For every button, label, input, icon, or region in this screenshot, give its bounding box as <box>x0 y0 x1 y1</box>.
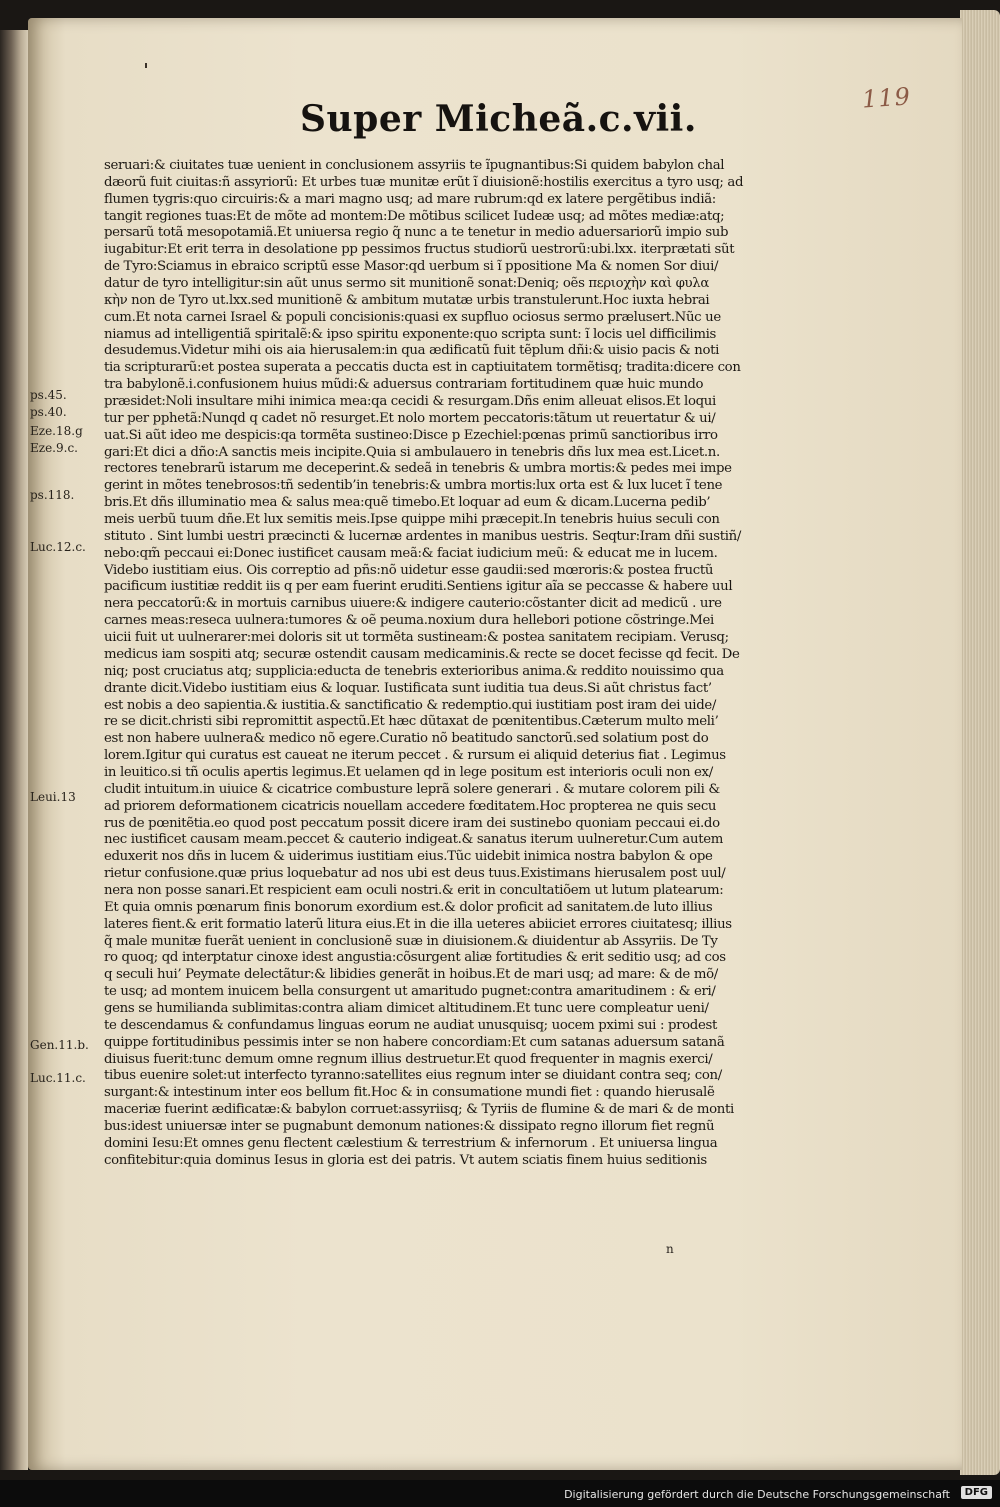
text-line: ad priorem deformationem cicatricis nouellam accedere fœditatem.Hoc propterea ne quis secu <box>104 798 717 814</box>
text-line: lorem.Igitur qui curatus est caueat ne iterum peccet . & rursum ei aliquid deterius fiat . Legimus <box>104 748 726 764</box>
funding-credit: Digitalisierung gefördert durch die Deutsche Forschungsgemeinschaft <box>564 1488 950 1501</box>
text-line: Videbo iustitiam eius. Ois correptio ad pñs:nõ uidetur esse gaudii:sed mœroris:& postea fructũ <box>104 562 714 578</box>
text-line: maceriæ fuerint ædificatæ:& babylon corruet:assyriisq; & Tyriis de flumine & de mari & de monti <box>104 1102 734 1118</box>
text-line: nec iustificet causam meam.peccet & cauterio indigeat.& sanatus iterum uulneretur.Cum autem <box>104 832 723 848</box>
ink-mark <box>145 63 147 68</box>
text-line: persarũ totã mesopotamiã.Et uniuersa regio q̃ nunc a te tenetur in medio aduersariorũ impio sub <box>104 225 729 241</box>
text-line: cum.Et nota carnei Israel & populi concisionis:quasi ex supfluo ociosus sermo prælusert.Nũc ue <box>104 309 721 325</box>
dfg-logo: DFG <box>961 1486 992 1499</box>
text-line: tur per pphetã:Nunqd q cadet nõ resurget.Et nolo mortem peccatoris:tãtum ut reuertatur & ui/ <box>104 410 716 426</box>
text-line: tra babylonẽ.i.confusionem huius mũdi:& aduersus contrariam fortitudinem quæ huic mundo <box>104 377 704 393</box>
left-page-edge <box>0 30 28 1470</box>
text-line: tia scripturarũ:et postea superata a peccatis ducta est in captiuitatem tormẽtisq; tradita:dicere con <box>104 360 741 376</box>
text-line: domini Iesu:Et omnes genu flectent cælestium & terrestrium & infernorum . Et uniuersa lingua <box>104 1135 718 1151</box>
text-line: lateres fient.& erit formatio laterũ litura eius.Et in die illa ueteres abiiciet errores ciuitatesq; illius <box>104 916 732 932</box>
text-line: desudemus.Videtur mihi ois aia hierusalem:in qua ædificatũ fuit tẽplum dñi:& uisio pacis & noti <box>104 343 720 359</box>
text-line: est nobis a deo sapientia.& iustitia.& sanctificatio & redemptio.qui iustitiam post iram dei uide/ <box>104 697 717 713</box>
text-line: confitebitur:quia dominus Iesus in gloria est dei patris. Vt autem sciatis finem huius seditionis <box>104 1152 707 1168</box>
text-line: dæorũ fuit ciuitas:ñ assyriorũ: Et urbes tuæ munitæ erũt ĩ diuisionẽ:hostilis exercitus a tyro usq; ad <box>104 174 744 190</box>
text-line: drante dicit.Videbo iustitiam eius & loquar. Iustificata sunt iuditia tua deus.Si aũt christus fact’ <box>104 680 712 696</box>
text-line: in leuitico.si tñ oculis apertis legimus.Et uelamen qd in lege positum est interioris oculi non ex/ <box>104 764 713 780</box>
margin-note: Leui.13 <box>30 790 76 804</box>
text-line: nera peccatorũ:& in mortuis carnibus uiuere:& indigere cauterio:cõstanter dicit ad medicũ . ure <box>104 596 722 612</box>
text-line: nebo:qm̃ peccaui ei:Donec iustificet causam meã:& faciat iudicium meũ: & educat me in lucem. <box>104 545 718 561</box>
text-line: gerint in mõtes tenebrosos:tñ sedentib’in tenebris:& umbra mortis:lux orta est & lux lucet ĩ tene <box>104 478 723 494</box>
text-line: rectores tenebrarũ istarum me deceperint.& sedeã in tenebris & umbra mortis:& pedes mei impe <box>104 461 732 477</box>
text-line: q seculi hui’ Peymate delectãtur:& libidies generãt in hoibus.Et de mari usq; ad mare: & de mõ/ <box>104 967 718 983</box>
margin-note: Eze.18.g <box>30 424 83 438</box>
text-line: Et quia omnis pœnarum finis bonorum exordium est.& dolor proficit ad sanitatem.de luto illius <box>104 899 713 915</box>
text-line: gens se humilianda sublimitas:contra aliam dimicet altitudinem.Et tunc uere compleatur ueni/ <box>104 1000 709 1016</box>
text-line: κὴν non de Tyro ut.lxx.sed munitionẽ & ambitum mutatæ urbis transtulerunt.Hoc iuxta hebrai <box>104 292 710 308</box>
text-line: re se dicit.christi sibi repromittit aspectũ.Et hæc dũtaxat de pœnitentibus.Cæterum multo meli’ <box>104 714 719 730</box>
text-line: est non habere uulnera& medico nõ egere.Curatio nõ beatitudo sanctorũ.sed solatium post do <box>104 731 709 747</box>
text-line: ro quoq; qd interptatur cinoxe idest angustia:cõsurgent aliæ fortitudies & erit seditio usq; ad cos <box>104 950 726 966</box>
text-line: niamus ad intelligentiã spiritalẽ:& ipso spiritu exponente:quo scripta sunt: ĩ locis uel difficilimis <box>104 326 716 342</box>
margin-note: ps.40. <box>30 405 67 419</box>
text-line: rietur confusione.quæ prius loquebatur ad nos ubi est deus tuus.Existimans hierusalem post uul/ <box>104 866 726 882</box>
text-line: seruari:& ciuitates tuæ uenient in conclusionem assyriis te ĩpugnantibus:Si quidem babylon chal <box>104 158 725 173</box>
margin-note: Eze.9.c. <box>30 441 78 455</box>
text-line: medicus iam sospiti atq; securæ ostendit causam medicaminis.& recte se docet fecisse qd fecit. De <box>104 646 740 662</box>
text-line: te descendamus & confundamus linguas eorum ne audiat unusquisq; uocem pximi sui : prodest <box>104 1017 717 1033</box>
text-line: bus:idest uniuersæ inter se pugnabunt demonum nationes:& dissipato regno illorum fiet regnũ <box>104 1118 715 1134</box>
text-line: gari:Et dici a dño:A sanctis meis incipite.Quia si ambulauero in tenebris dñs lux mea est.Licet.n. <box>104 444 720 460</box>
folio-number: 119 <box>861 82 912 114</box>
margin-note: Luc.12.c. <box>30 540 86 554</box>
margin-note: Luc.11.c. <box>30 1071 86 1085</box>
text-line: flumen tygris:quo circuiris:& a mari magno usq; ad mare rubrum:qd ex latere pergẽtibus indiã: <box>104 191 716 207</box>
margin-note: ps.45. <box>30 388 67 402</box>
text-line: bris.Et dñs illuminatio mea & salus mea:quẽ timebo.Et loquar ad eum & dicam.Lucerna pedib’ <box>104 495 711 511</box>
page-fore-edge <box>960 10 1000 1475</box>
text-line: te usq; ad montem inuicem bella consurgent ut amaritudo pugnet:contra amaritudinem : & eri/ <box>104 984 716 1000</box>
text-line: carnes meas:reseca uulnera:tumores & oẽ peuma.noxium dura hellebori potione cõstringe.Mei <box>104 613 714 629</box>
footer-bar <box>0 1480 1000 1507</box>
text-line: diuisus fuerit:tunc demum omne regnum illius destruetur.Et quod frequenter in magnis exerci/ <box>104 1051 713 1067</box>
text-line: eduxerit nos dñs in lucem & uiderimus iustitiam eius.Tũc uidebit inimica nostra babylon & ope <box>104 849 713 865</box>
text-line: q̃ male munitæ fuerãt uenient in conclusionẽ suæ in diuisionem.& diuidentur ab Assyriis. De Ty <box>104 933 718 949</box>
text-line: iugabitur:Et erit terra in desolatione pp pessimos fructus studiorũ uestrorũ:ubi.lxx. iterprætati sũt <box>104 242 735 258</box>
text-line: pacificum iustitiæ reddit iis q per eam fuerint eruditi.Sentiens igitur aĩa se peccasse & habere uul <box>104 579 733 595</box>
text-line: nera non posse sanari.Et respicient eam oculi nostri.& erit in concultatiõem ut lutum platearum: <box>104 882 724 898</box>
text-line: meis uerbũ tuum dñe.Et lux semitis meis.Ipse quippe mihi præcepit.In tenebris huius seculi con <box>104 512 720 528</box>
text-line: stituto . Sint lumbi uestri præcincti & lucernæ ardentes in manibus uestris. Seqtur:Iram dñi sustiñ/ <box>104 528 741 544</box>
signature-mark: n <box>666 1242 674 1256</box>
text-line: cludit intuitum.in uiuice & cicatrice combusture leprã solere generari . & mutare colorem pili & <box>104 781 720 797</box>
text-line: de Tyro:Sciamus in ebraico scriptũ esse Masor:qd uerbum si ĩ ppositione Ma & nomen Sor diui/ <box>104 259 719 275</box>
text-line: tangit regiones tuas:Et de mõte ad montem:De mõtibus scilicet Iudeæ usq; ad mõtes mediæ:atq; <box>104 208 725 224</box>
text-line: uat.Si aũt ideo me despicis:qa tormẽta sustineo:Disce p Ezechiel:pœnas primũ sanctioribus irro <box>104 427 718 443</box>
text-line: præsidet:Noli insultare mihi inimica mea:qa cecidi & resurgam.Dñs enim alleuat elisos.Et loqui <box>104 394 716 410</box>
page-heading: Super Micheã.c.vii. <box>300 98 697 140</box>
text-line: tibus euenire solet:ut interfecto tyranno:satellites eius regnum inter se diuidant contra seq; con/ <box>104 1068 722 1084</box>
text-line: surgant:& intestinum inter eos bellum fit.Hoc & in consumatione mundi fiet : quando hierusalẽ <box>104 1085 715 1101</box>
text-line: datur de tyro intelligitur:sin aũt unus sermo sit munitionẽ sonat:Deniq; oẽs περιοχὴν καὶ φυλα <box>104 276 709 292</box>
margin-note: Gen.11.b. <box>30 1038 89 1052</box>
margin-note: ps.118. <box>30 488 75 502</box>
text-line: uicii fuit ut uulnerarer:mei doloris sit ut tormẽta sustineam:& postea sanitatem recipiam. Verusq; <box>104 630 729 646</box>
text-line: rus de pœnitẽtia.eo quod post peccatum possit dicere iram dei sustinebo quoniam peccaui ei.do <box>104 815 720 831</box>
body-text <box>104 158 769 1248</box>
text-line: quippe fortitudinibus pessimis inter se non habere concordiam:Et cum satanas aduersum satanã <box>104 1034 725 1050</box>
text-line: niq; post cruciatus atq; supplicia:educta de tenebris exterioribus anima.& reddito nouissimo qua <box>104 663 724 679</box>
